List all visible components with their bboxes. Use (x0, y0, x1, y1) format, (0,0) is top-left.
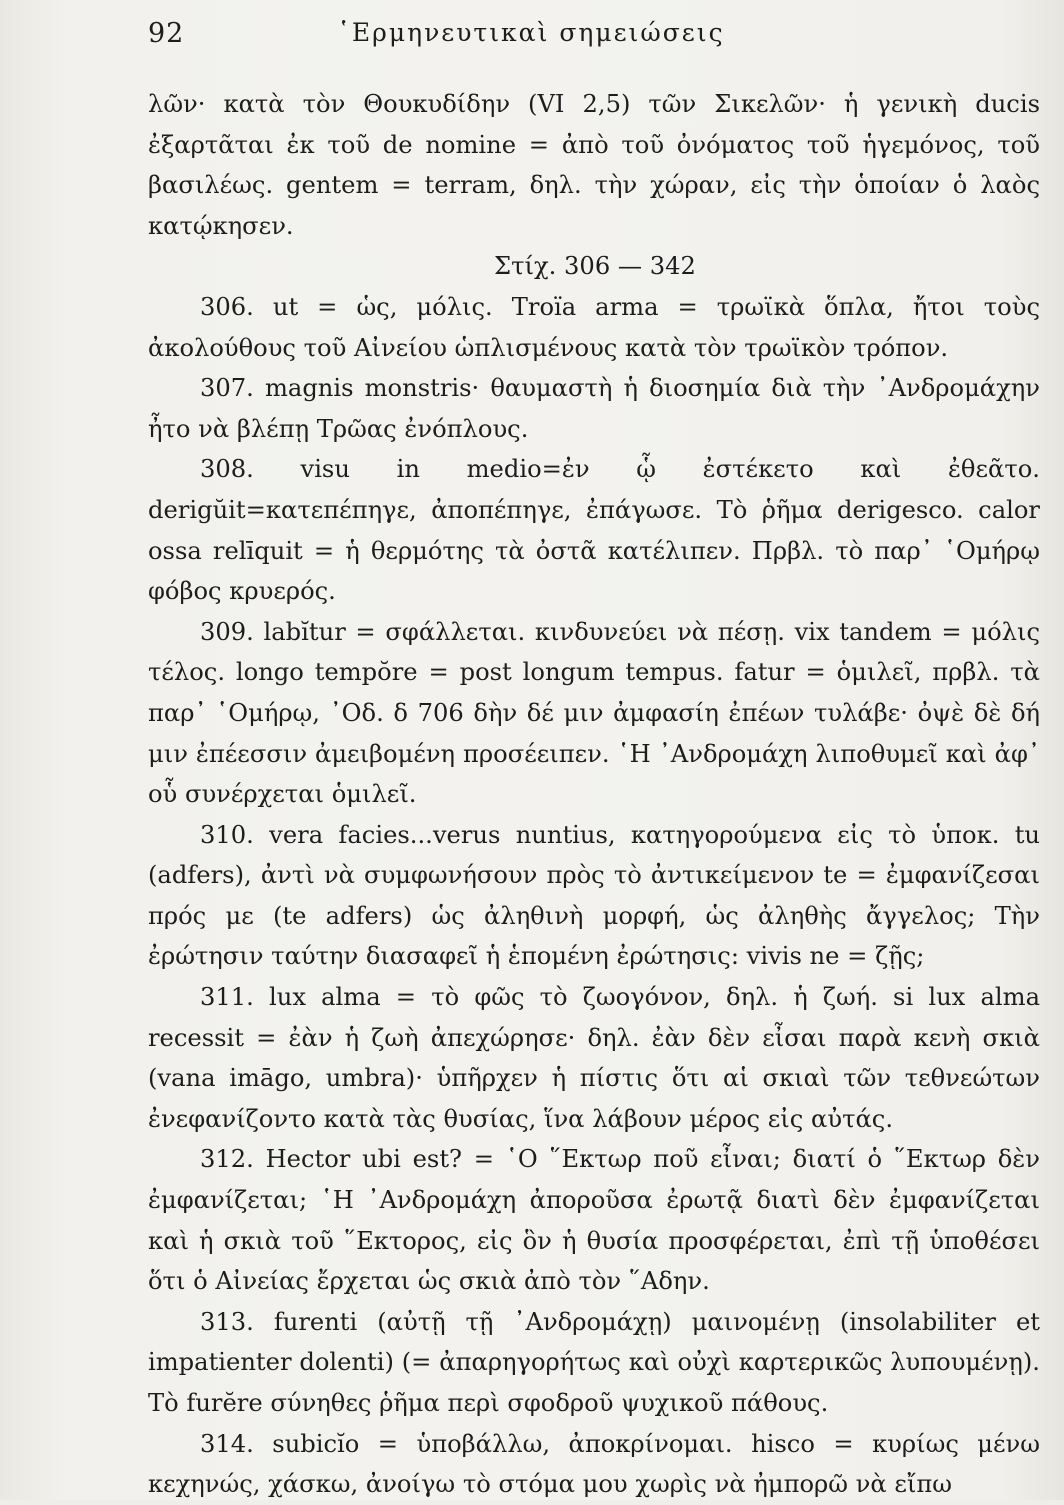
note-310: 310. vera facies...verus nuntius, κατηγορούμενα εἰς τὸ ὑποκ. tu (adfers), ἀντὶ νὰ συμφωνήσουν πρὸς τὸ ἀντικείμενον te = ἐμφανίζεσαι πρός με (te adfers) ὡς ἀληθινὴ μορφή, ὡς ἀληθὴς ἄγγελος; Τὴν ἐρώτησιν ταύτην διασαφεῖ ἡ ἑπομένη ἐρώτησις: vivis ne = ζῇς; (148, 820, 1040, 971)
note-306: 306. ut = ὡς, μόλις. Troïa arma = τρωϊκὰ ὅπλα, ἤτοι τοὺς ἀκολούθους τοῦ Αἰνείου ὡπλισμένους κατὰ τὸν τρωϊκὸν τρόπον. (148, 292, 1040, 362)
note-309: 309. labĭtur = σφάλλεται. κινδυνεύει νὰ πέσῃ. vix tandem = μόλις τέλος. longo tempŏre = post longum tempus. fatur = ὁμιλεῖ, πρβλ. τὰ παρ᾿ ῾Ομήρῳ, ᾿Οδ. δ 706 δὴν δέ μιν ἀμφασίη ἐπέων τυλάβε· ὀψὲ δὲ δή μιν ἐπέεσσιν ἀμειβομένη προσέειπεν. ῾Η ᾿Ανδρομάχη λιποθυμεῖ καὶ ἀφ᾿ οὗ συνέρχεται ὁμιλεῖ. (148, 617, 1040, 809)
section-heading: Στίχ. 306 — 342 (494, 252, 696, 281)
note-311: 311. lux alma = τὸ φῶς τὸ ζωογόνον, δηλ. ἡ ζωή. si lux alma recessit = ἐὰν ἡ ζωὴ ἀπεχώρησε· δηλ. ἐὰν δὲν εἶσαι παρὰ κενὴ σκιὰ (vana imāgo, umbra)· ὑπῆρχεν ἡ πίστις ὅτι αἱ σκιαὶ τῶν τεθνεώτων ἐνεφανίζοντο κατὰ τὰς θυσίας, ἵνα λάβουν μέρος εἰς αὐτάς. (148, 983, 1040, 1133)
note-314: 314. subicĭo = ὑποβάλλω, ἀποκρίνομαι. hisco = κυρίως μένω κεχηνώς, χάσκω, ἀνοίγω τὸ στόμα μου χωρὶς νὰ ἠμπορῶ νὰ εἴπω (148, 1429, 1040, 1499)
note-307: 307. magnis monstris· θαυμαστὴ ἡ διοσημία διὰ τὴν ᾿Ανδρομάχην ἦτο νὰ βλέπῃ Τρῶας ἐνόπλους. (148, 374, 1040, 443)
page-number: 92 (148, 18, 185, 49)
running-title: ῾Ερμηνευτικαὶ σημειώσεις (337, 18, 725, 47)
note-313: 313. furenti (αὐτῇ τῇ ᾿Ανδρομάχῃ) μαινομένῃ (insolabiliter et impatienter dolenti) (= ἀπαρηγορήτως καὶ οὐχὶ καρτερικῶς λυπουμένῃ). Τὸ furĕre σύνηθες ῥῆμα περὶ σφοδροῦ ψυχικοῦ πάθους. (148, 1307, 1040, 1417)
note-312: 312. Hector ubi est? = ῾Ο ῞Εκτωρ ποῦ εἶναι; διατί ὁ ῞Εκτωρ δὲν ἐμφανίζεται; ῾Η ᾿Ανδρομάχη ἀποροῦσα ἐρωτᾷ διατὶ δὲν ἐμφανίζεται καὶ ἡ σκιὰ τοῦ ῞Εκτορος, εἰς ὃν ἡ θυσία προσφέρεται, ἐπὶ τῇ ὑποθέσει ὅτι ὁ Αἰνείας ἔρχεται ὡς σκιὰ ἀπὸ τὸν ῞Αδην. (148, 1145, 1040, 1296)
paragraph-continuation: λῶν· κατὰ τὸν Θουκυδίδην (VI 2,5) τῶν Σικελῶν· ἡ γενικὴ ducis ἐξαρτᾶται ἐκ τοῦ de nomine = ἀπὸ τοῦ ὀνόματος τοῦ ἡγεμόνος, τοῦ βασιλέως. gentem = terram, δηλ. τὴν χώραν, εἰς τὴν ὁποίαν ὁ λαὸς κατῴκησεν. (148, 90, 1040, 240)
body-text (148, 84, 1040, 1505)
note-308: 308. visu in medio=ἐν ᾧ ἐστέκετο καὶ ἐθεᾶτο. derigŭit=κατεπέπηγε, ἀποπέπηγε, ἐπάγωσε. Τὸ ῥῆμα derigesco. calor ossa relīquit = ἡ θερμότης τὰ ὀστᾶ κατέλιπεν. Πρβλ. τὸ παρ᾿ ῾Ομήρῳ φόβος κρυερός. (148, 455, 1040, 606)
page-header (148, 18, 914, 66)
